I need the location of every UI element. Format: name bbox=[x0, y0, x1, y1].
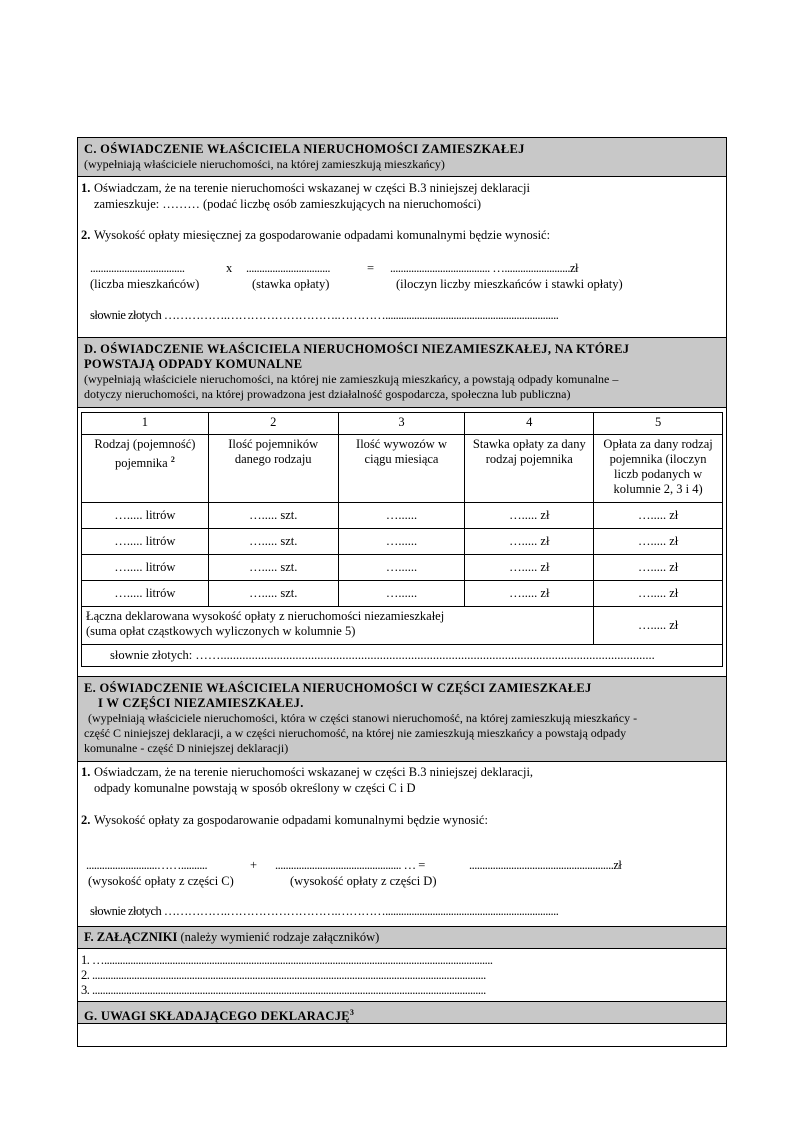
words-row bbox=[82, 645, 723, 667]
section-g-remarks-field[interactable] bbox=[78, 1024, 726, 1046]
total-row bbox=[82, 607, 723, 645]
column-header-pickups: Ilość wywozów w ciągu miesiąca bbox=[338, 435, 465, 503]
section-c-item2-number: 2. bbox=[81, 228, 91, 242]
section-e-title-line2: I W CZĘŚCI NIEZAMIESZKAŁEJ. bbox=[98, 696, 304, 710]
section-c-residents-label: (liczba mieszkańców) bbox=[90, 277, 200, 291]
footnote-3-mark: 3 bbox=[349, 1008, 354, 1017]
section-c-residents-count-field[interactable]: zamieszkuje: ……… (podać liczbę osób zamieszkujących na nieruchomości) bbox=[94, 197, 482, 211]
section-c-rate-label: (stawka opłaty) bbox=[252, 277, 330, 291]
container-capacity-field[interactable]: …..... litrów bbox=[82, 581, 209, 607]
total-label-line2: (suma opłat cząstkowych wyliczonych w kolumnie 5) bbox=[86, 624, 356, 638]
container-count-field[interactable]: …..... szt. bbox=[208, 555, 338, 581]
section-f-body bbox=[78, 949, 726, 1002]
section-e-body bbox=[78, 762, 726, 927]
rate-field[interactable]: …..... zł bbox=[465, 529, 594, 555]
section-d-header bbox=[78, 338, 726, 408]
section-e-item2-text: Wysokość opłaty za gospodarowanie odpadami komunalnymi będzie wynosić: bbox=[94, 813, 488, 827]
section-e-part-d-label: (wysokość opłaty z części D) bbox=[290, 874, 437, 888]
fee-field[interactable]: …..... zł bbox=[594, 529, 723, 555]
attachment-line-3[interactable]: 3. ...................................................................................................................................................... bbox=[81, 983, 486, 997]
section-e-part-c-fee-field[interactable]: ...........................…….......... bbox=[86, 858, 208, 872]
total-label bbox=[82, 607, 594, 645]
declaration-form bbox=[77, 137, 727, 1047]
container-capacity-field[interactable]: …..... litrów bbox=[82, 555, 209, 581]
table-row bbox=[82, 529, 723, 555]
column-headers-row bbox=[82, 435, 723, 503]
fee-field[interactable]: …..... zł bbox=[594, 503, 723, 529]
section-e-amount-in-words-field[interactable]: słownie złotych …………….……………………….………….................................................................. bbox=[90, 904, 559, 918]
column-number: 3 bbox=[338, 413, 465, 435]
column-number: 2 bbox=[208, 413, 338, 435]
section-d-title-line2: POWSTAJĄ ODPADY KOMUNALNE bbox=[84, 357, 303, 371]
rate-field[interactable]: …..... zł bbox=[465, 555, 594, 581]
section-e-part-d-fee-field[interactable]: ................................................ … = bbox=[275, 858, 425, 872]
section-c-item1-number: 1. bbox=[81, 181, 91, 195]
section-c-item2-text: Wysokość opłaty miesięcznej za gospodarowanie odpadami komunalnymi będzie wynosić: bbox=[94, 228, 551, 242]
section-e-total-fee-field[interactable]: .......................................................zł bbox=[469, 858, 622, 872]
section-g-header bbox=[78, 1002, 726, 1024]
section-c-product-field[interactable]: ...................................... ….........................zł bbox=[390, 261, 579, 275]
section-c-subtitle: (wypełniają właściciele nieruchomości, na której zamieszkują mieszkańcy) bbox=[84, 157, 445, 171]
column-header-container-count: Ilość pojemników danego rodzaju bbox=[208, 435, 338, 503]
section-c-body bbox=[78, 177, 726, 338]
section-d-amount-in-words-field[interactable]: słownie złotych: ……........................................................................................................................................... bbox=[82, 645, 723, 667]
section-c-item1-line1: Oświadczam, że na terenie nieruchomości wskazanej w części B.3 niniejszej deklaracji bbox=[94, 181, 530, 195]
table-row bbox=[82, 555, 723, 581]
fee-field[interactable]: …..... zł bbox=[594, 581, 723, 607]
section-f-title: F. ZAŁĄCZNIKI bbox=[84, 930, 178, 944]
section-c-product-label: (iloczyn liczby mieszkańców i stawki opłaty) bbox=[396, 277, 623, 291]
section-c-header bbox=[78, 138, 726, 177]
rate-field[interactable]: …..... zł bbox=[465, 581, 594, 607]
column-header-rate: Stawka opłaty za dany rodzaj pojemnika bbox=[465, 435, 594, 503]
section-d-subtitle-line2: dotyczy nieruchomości, na której prowadzona jest działalność gospodarcza, społeczna lub publiczna) bbox=[84, 387, 571, 401]
section-e-plus-sign: + bbox=[250, 858, 258, 872]
section-c-residents-field[interactable]: .................................... bbox=[90, 261, 185, 275]
total-label-line1: Łączna deklarowana wysokość opłaty z nieruchomości niezamieszkałej bbox=[86, 609, 445, 623]
attachment-line-1[interactable]: 1. ….................................................................................................................................................... bbox=[81, 953, 493, 967]
section-e-item1-line1: Oświadczam, że na terenie nieruchomości wskazanej w części B.3 niniejszej deklaracji, bbox=[94, 765, 534, 779]
section-e-subtitle-line1: (wypełniają właściciele nieruchomości, która w części stanowi nieruchomość, na której zamieszkują mieszkańcy - bbox=[88, 711, 638, 725]
table-row bbox=[82, 503, 723, 529]
section-c-rate-field[interactable]: ................................ bbox=[246, 261, 330, 275]
column-number: 5 bbox=[594, 413, 723, 435]
container-capacity-field[interactable]: …..... litrów bbox=[82, 529, 209, 555]
container-count-field[interactable]: …..... szt. bbox=[208, 503, 338, 529]
column-number: 4 bbox=[465, 413, 594, 435]
section-d-title-line1: D. OŚWIADCZENIE WŁAŚCICIELA NIERUCHOMOŚCI NIEZAMIESZKAŁEJ, NA KTÓREJ bbox=[84, 342, 630, 356]
section-f-header bbox=[78, 927, 726, 949]
section-c-equals-sign: = bbox=[367, 261, 375, 275]
section-e-item1-line2: odpady komunalne powstają w sposób określony w części C i D bbox=[94, 781, 416, 795]
rate-field[interactable]: …..... zł bbox=[465, 503, 594, 529]
column-numbers-row bbox=[82, 413, 723, 435]
pickups-field[interactable]: …...... bbox=[338, 529, 465, 555]
pickups-field[interactable]: …...... bbox=[338, 581, 465, 607]
section-d-body bbox=[78, 408, 726, 677]
fee-field[interactable]: …..... zł bbox=[594, 555, 723, 581]
footnote-2-mark: 2 bbox=[170, 455, 175, 464]
section-e-item1-number: 1. bbox=[81, 765, 91, 779]
section-e-title-line1: E. OŚWIADCZENIE WŁAŚCICIELA NIERUCHOMOŚCI W CZĘŚCI ZAMIESZKAŁEJ bbox=[84, 681, 592, 695]
column-header-text: Rodzaj (pojemność) pojemnika bbox=[94, 437, 196, 471]
section-e-header bbox=[78, 677, 726, 762]
table-row bbox=[82, 581, 723, 607]
section-e-part-c-label: (wysokość opłaty z części C) bbox=[88, 874, 234, 888]
section-c-multiply-sign: x bbox=[226, 261, 233, 275]
container-capacity-field[interactable]: …..... litrów bbox=[82, 503, 209, 529]
section-e-subtitle-line3: komunalne - część D niniejszej deklaracji) bbox=[84, 741, 289, 755]
column-number: 1 bbox=[82, 413, 209, 435]
container-count-field[interactable]: …..... szt. bbox=[208, 581, 338, 607]
column-header-fee: Opłata za dany rodzaj pojemnika (iloczyn liczb podanych w kolumnie 2, 3 i 4) bbox=[594, 435, 723, 503]
section-c-amount-in-words-field[interactable]: słownie złotych …………….……………………….………….................................................................. bbox=[90, 308, 559, 322]
containers-table bbox=[81, 412, 723, 667]
total-fee-field[interactable]: …..... zł bbox=[594, 607, 723, 645]
section-e-item2-number: 2. bbox=[81, 813, 91, 827]
section-g-title: G. UWAGI SKŁADAJĄCEGO DEKLARACJĘ bbox=[84, 1009, 350, 1024]
section-c-title: C. OŚWIADCZENIE WŁAŚCICIELA NIERUCHOMOŚCI ZAMIESZKAŁEJ bbox=[84, 142, 525, 156]
container-count-field[interactable]: …..... szt. bbox=[208, 529, 338, 555]
section-f-subtitle: (należy wymienić rodzaje załączników) bbox=[177, 930, 380, 944]
pickups-field[interactable]: …...... bbox=[338, 503, 465, 529]
column-header-container-type bbox=[82, 435, 209, 503]
section-e-subtitle-line2: część C niniejszej deklaracji, a w części nieruchomość, na której nie zamieszkują mieszkańcy a powstają odpady bbox=[84, 726, 627, 740]
attachment-line-2[interactable]: 2. ...................................................................................................................................................... bbox=[81, 968, 486, 982]
pickups-field[interactable]: …...... bbox=[338, 555, 465, 581]
section-d-subtitle-line1: (wypełniają właściciele nieruchomości, na której nie zamieszkują mieszkańcy, a powstają odpady komunalne – bbox=[84, 372, 619, 386]
